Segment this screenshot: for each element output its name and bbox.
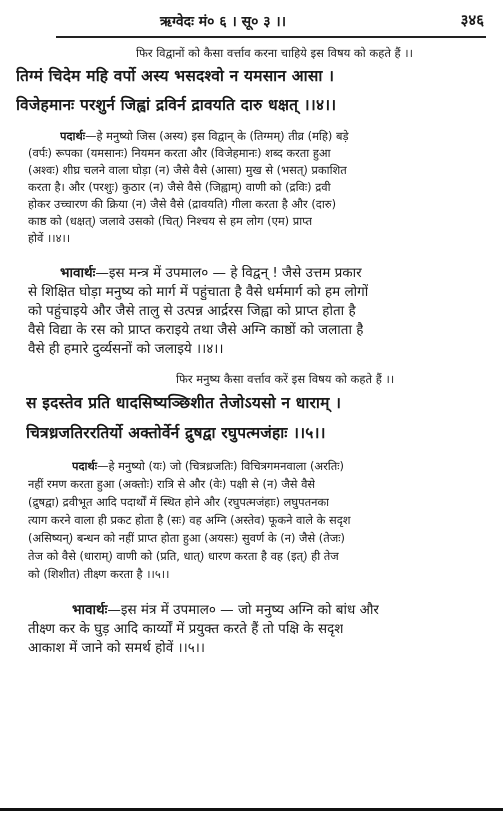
verse4-padartha-line: होकर उच्चारण की क्रिया (न) जैसे वैसे (द्रावयति) गीला करता है और (दारु) — [28, 197, 337, 211]
verse4-padartha-line: (वर्पः) रूपका (यमसानः) नियमन करता और (विजेहमानः) शब्द करता हुआ — [28, 146, 331, 160]
verse4-padartha-line — [60, 128, 349, 144]
verse4-bhavartha-line: से शिक्षित घोड़ा मनुष्य को मार्ग में पहुंचाता है वैसे धर्ममार्ग को हम लोगों — [28, 284, 369, 300]
verse4-bhavartha-line: वैसे ही हमारे दुर्व्यसनों को जलाइये ।।४।। — [28, 341, 224, 357]
page-title: ऋग्वेदः मं० ६ । सू० ३ ।। — [160, 14, 287, 30]
bhavartha-text: —इस मंत्र में उपमाल० — जो मनुष्य अग्नि को बांध और — [107, 602, 379, 618]
verse4-padartha-line: काष्ठ को (धक्षत्) जलावे उसको (चित्) निश्चय से हम लोग (एम) प्राप्त — [28, 214, 313, 228]
verse5-padartha-line: त्याग करने वाला ही प्रकट होता है (सः) वह अग्नि (अस्तेव) फूकने वाले के सदृश — [28, 513, 351, 527]
verse5-bhavartha-line: आकाश में जाने को समर्थ होवें ।।५।। — [28, 640, 206, 656]
verse4-mantra-line-2: विजेहमानः परशुर्न जिह्वां द्रविर्न द्रावयति दारु धक्षत् ।।४।। — [16, 95, 337, 114]
page-header — [56, 10, 486, 38]
verse4-bhavartha-line: को पहुंचाइये और जैसे तालु से उत्पन्न आर्द्ररस जिह्वा को प्राप्त होता है — [28, 303, 356, 319]
verse4-intro: फिर विद्वानों को कैसा वर्त्ताव करना चाहिये इस विषय को कहते हैं ।। — [136, 46, 414, 60]
verse4-padartha-line: (अश्वः) शीघ्र चलने वाला घोड़ा (न) जैसे वैसे (आसा) मुख से (भसत्) प्रकाशित — [28, 163, 347, 177]
verse5-mantra-line-1: स इदस्तेव प्रति धादसिष्यञ्छिशीत तेजोऽयसो न धाराम् । — [26, 393, 342, 412]
verse4-bhavartha-line — [60, 265, 362, 281]
bhavartha-label: भावार्थः — [72, 602, 108, 618]
bottom-border — [0, 808, 503, 811]
padartha-text: —हे मनुष्यो (यः) जो (चित्रध्रजतिः) विचित्रगमनवाला (अरतिः) — [97, 459, 344, 473]
verse5-padartha-line: नहीं रमण करता हुआ (अक्तोः) रात्रि से और (वेः) पक्षी से (न) जैसे वैसे — [28, 477, 316, 491]
verse4-padartha-line: करता है। और (परशुः) कुठार (न) जैसे वैसे (जिह्वाम्) वाणी को (द्रविः) द्रवी — [28, 180, 331, 194]
verse5-padartha-line — [72, 458, 344, 474]
verse5-padartha-line: तेज को वैसे (धाराम्) वाणी को (प्रति, धात्) धारण करता है वह (इत्) ही तेज — [28, 549, 339, 563]
bhavartha-label: भावार्थः — [60, 265, 96, 281]
verse5-bhavartha-line — [72, 602, 379, 618]
padartha-label: पदार्थः — [60, 129, 86, 143]
verse4-padartha-line: होवें ।।४।। — [28, 231, 71, 245]
verse4-bhavartha-line: वैसे विद्या के रस को प्राप्त कराइये तथा जैसे अग्नि काष्ठों को जलाता है — [28, 322, 364, 338]
page-number: ३४६ — [460, 11, 484, 29]
padartha-label: पदार्थः — [72, 459, 98, 473]
verse5-intro: फिर मनुष्य कैसा वर्त्ताव करें इस विषय को कहते हैं ।। — [176, 372, 395, 386]
verse5-bhavartha-line: तीक्ष्ण कर के घुड़ आदि कार्य्यों में प्रयुक्त करते हैं तो पक्षि के सदृश — [28, 621, 344, 637]
verse5-padartha-line: (द्रुषद्वा) द्रवीभूत आदि पदार्थों में स्थित होने और (रघुपत्मजंहाः) लघुपतनका — [28, 495, 330, 509]
padartha-text: —हे मनुष्यो जिस (अस्य) इस विद्वान् के (तिग्मम्) तीव्र (महि) बड़े — [85, 129, 349, 143]
verse4-mantra-line-1: तिग्मं चिदेम महि वर्पो अस्य भसदश्वो न यमसान आसा । — [16, 66, 335, 85]
verse5-padartha-line: (असिष्यन्) बन्धन को नहीं प्राप्त होता हुआ (अयसः) सुवर्ण के (न) जैसे (तेजः) — [28, 531, 345, 545]
bhavartha-text: —इस मन्त्र में उपमाल० — हे विद्वन् ! जैसे उत्तम प्रकार — [95, 265, 362, 281]
verse5-mantra-line-2: चित्रध्रजतिररतिर्यो अक्तोर्वेर्न द्रुषद्वा रघुपत्मजंहाः ।।५।। — [26, 423, 326, 442]
verse5-padartha-line: को (शिशीत) तीक्ष्ण करता है ।।५।। — [28, 567, 170, 581]
